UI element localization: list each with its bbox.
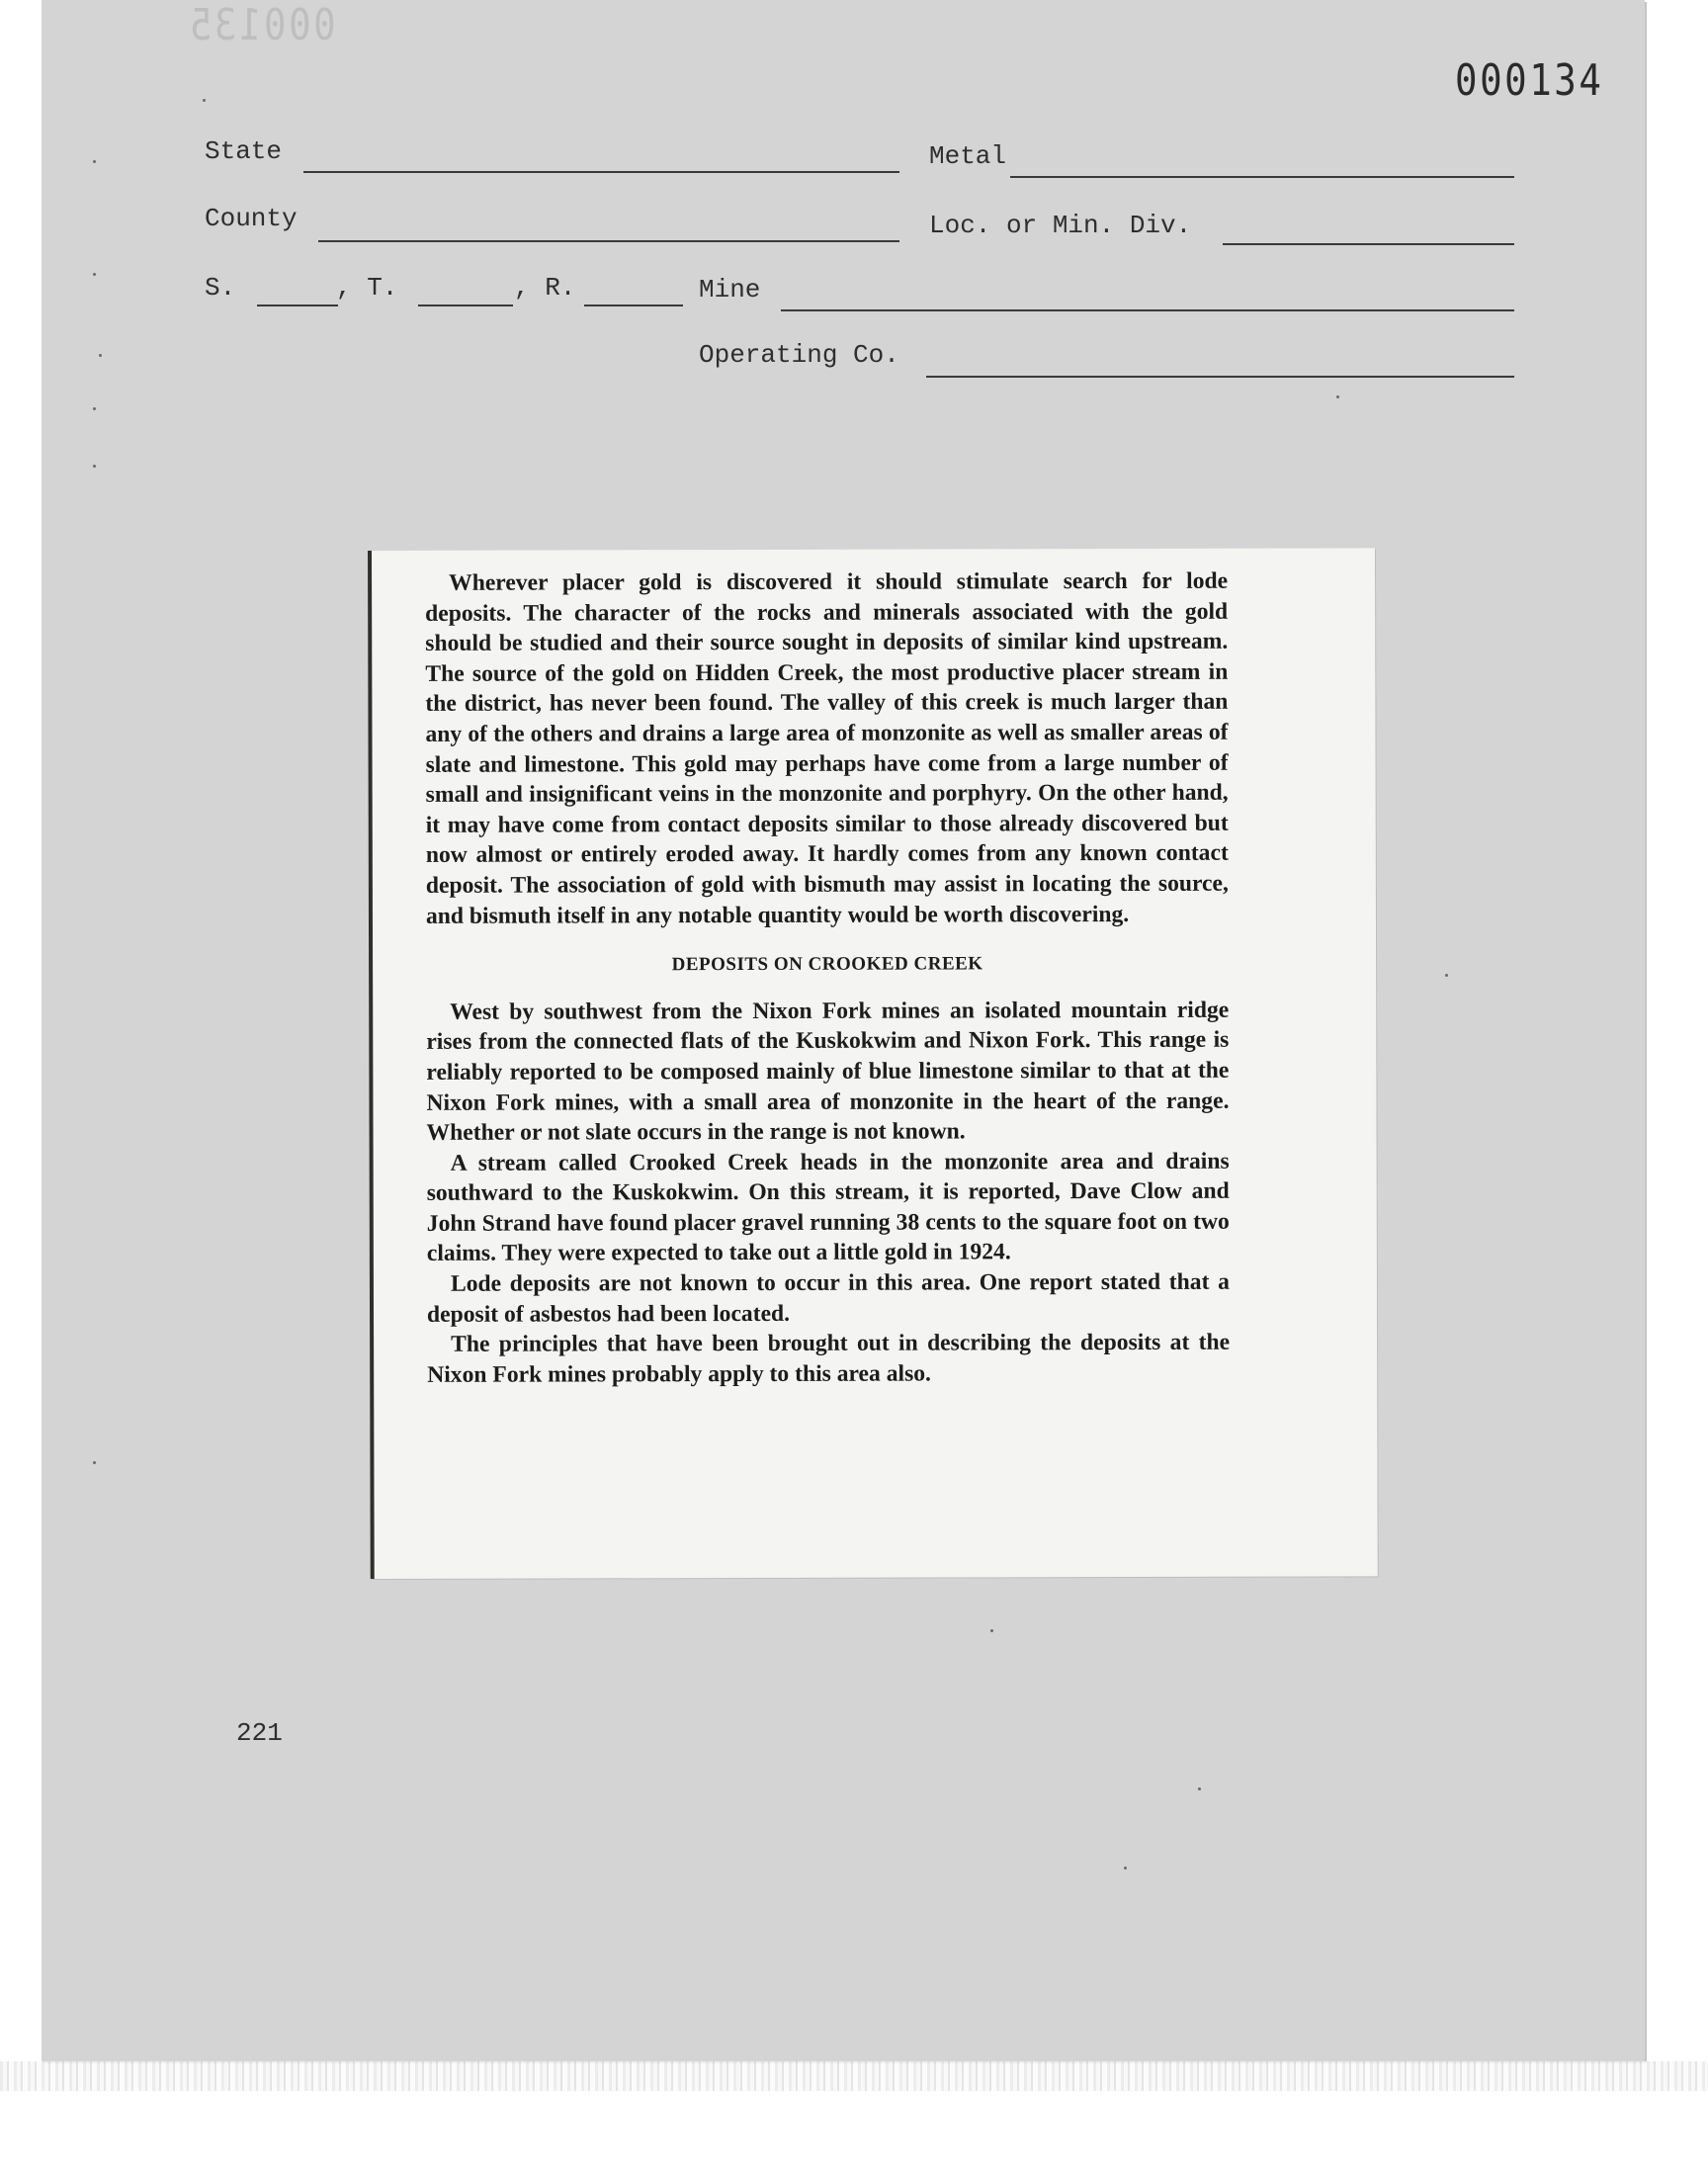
county-label: County bbox=[205, 204, 298, 233]
metal-label: Metal bbox=[929, 141, 1007, 171]
paragraph-placer-gold: Wherever placer gold is discovered it should stimulate search for lode deposits. The character of the rocks and minerals associated with the gold should be studied and their source sought in deposits of similar kind upstream. The source of the gold on Hidden Creek, the most productive placer stream in the district, has never been found. The valley of this creek is much larger than any of the others and drains a large area of monzonite as well as smaller areas of slate and limestone. This gold may perhaps have come from a large number of small and insignificant veins in the monzonite and porphyry. On the other hand, it may have come from contact deposits similar to those already discovered but now almost or entirely eroded away. It hardly comes from any known contact deposit. The association of gold with bismuth may assist in locating the source, and bismuth itself in any notable quantity would be worth discovering. bbox=[425, 567, 1229, 929]
township-label: , T. bbox=[336, 273, 398, 303]
pasted-clipping bbox=[368, 548, 1378, 1579]
paragraph-mountain-ridge: West by southwest from the Nixon Fork mines an isolated mountain ridge rises from the connected flats of the Kuskokwim and Nixon Fork. This range is reliably reported to be composed mainly of blue limestone similar to that at the Nixon Fork mines, with a small area of monzonite in the heart of the range. Whether or not slate occurs in the range is not known. bbox=[426, 997, 1230, 1146]
section-field-line bbox=[257, 304, 338, 306]
scan-speck bbox=[1336, 395, 1339, 398]
section-label: S. bbox=[205, 273, 236, 303]
operating-co-label: Operating Co. bbox=[699, 340, 899, 370]
scan-speck bbox=[1198, 1787, 1201, 1790]
scan-speck bbox=[990, 1629, 993, 1632]
scan-speck bbox=[1445, 974, 1448, 977]
page-number: 221 bbox=[236, 1718, 283, 1748]
state-label: State bbox=[205, 136, 283, 166]
section-heading: DEPOSITS ON CROOKED CREEK bbox=[671, 953, 983, 976]
scan-edge-noise bbox=[0, 2061, 1708, 2091]
scan-speck bbox=[203, 99, 206, 102]
loc-min-div-field-line bbox=[1223, 243, 1514, 245]
paragraph-principles: The principles that have been brought out in describing the deposits at the Nixon Fork mines probably apply to this area also. bbox=[427, 1329, 1231, 1388]
scan-speck bbox=[1124, 1867, 1127, 1870]
scan-speck bbox=[99, 354, 102, 357]
paragraph-lode-deposits: Lode deposits are not known to occur in this area. One report stated that a deposit of asbestos had been located. bbox=[426, 1268, 1230, 1328]
scan-speck bbox=[93, 273, 96, 276]
mine-label: Mine bbox=[699, 275, 761, 304]
document-number: 000134 bbox=[1455, 55, 1604, 106]
metal-field-line bbox=[1010, 176, 1514, 178]
loc-min-div-label: Loc. or Min. Div. bbox=[929, 211, 1192, 240]
scan-speck bbox=[93, 407, 96, 410]
scan-speck bbox=[93, 1461, 96, 1464]
scan-speck bbox=[93, 160, 96, 163]
bleed-through-number: 000135 bbox=[187, 0, 336, 50]
range-label: , R. bbox=[514, 273, 576, 303]
township-field-line bbox=[418, 304, 513, 306]
paragraph-crooked-creek: A stream called Crooked Creek heads in the monzonite area and drains southward to the Kuskokwim. On this stream, it is reported, Dave Clow and John Strand have found placer gravel running 38 cents to the square foot on two claims. They were expected to take out a little gold in 1924. bbox=[426, 1148, 1230, 1267]
scan-speck bbox=[93, 465, 96, 468]
scanned-page bbox=[42, 0, 1645, 2061]
mine-field-line bbox=[781, 309, 1514, 311]
county-field-line bbox=[318, 240, 899, 242]
operating-co-field-line bbox=[926, 376, 1514, 378]
state-field-line bbox=[303, 171, 899, 173]
range-field-line bbox=[584, 304, 683, 306]
article-text bbox=[425, 566, 1230, 1391]
